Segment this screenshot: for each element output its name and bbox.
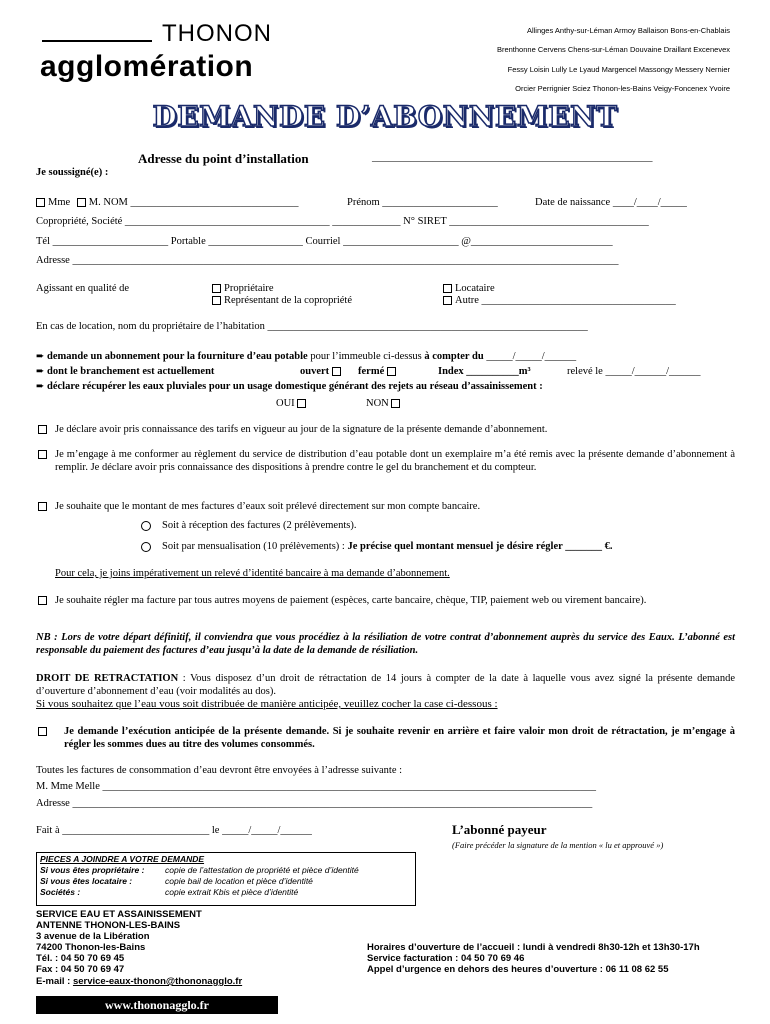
service-antenne: ANTENNE THONON-LES-BAINS xyxy=(36,920,181,931)
envoi-adresse-field[interactable]: Adresse ___________________________________________________________________________________________________ xyxy=(36,798,593,809)
facturation-text: Service facturation : 04 50 70 69 46 xyxy=(367,953,525,964)
signature-title: L’abonné payeur xyxy=(452,822,547,837)
option2-text: Soit par mensualisation (10 prélèvements) : xyxy=(162,541,348,552)
demande-date-field[interactable]: _____/_____/______ xyxy=(483,351,577,362)
urgence-text: Appel d’urgence en dehors des heures d’ouverture : 06 11 08 62 55 xyxy=(367,964,669,975)
tarifs-text: Je déclare avoir pris connaissance des tarifs en vigueur au jour de la signature de la présente demande d’abonnement. xyxy=(55,424,548,435)
oui-label: OUI xyxy=(276,398,295,409)
arrow-icon: ➨ xyxy=(36,381,45,392)
reglement-checkbox[interactable] xyxy=(38,450,47,459)
service-tel: Tél. : 04 50 70 69 45 xyxy=(36,953,125,964)
pieces-title: PIECES A JOINDRE A VOTRE DEMANDE xyxy=(40,854,205,864)
envoi-nom-field[interactable]: M. Mme Melle ______________________________________________________________________________________________ xyxy=(36,781,596,792)
envoi-intro: Toutes les factures de consommation d’eau devront être envoyées à l’adresse suivante : xyxy=(36,765,403,776)
pieces-key-3: Sociétés : xyxy=(40,887,81,897)
ferme-label: fermé xyxy=(358,366,385,377)
communes-line-3: Fessy Loisin Lully Le Lyaud Margencel Massongy Messery Nernier xyxy=(507,65,730,74)
ouvert-checkbox[interactable] xyxy=(332,367,341,376)
pieces-value-3: copie extrait Kbis et pièce d’identité xyxy=(165,887,299,897)
retractation-label: DROIT DE RETRACTATION xyxy=(36,673,179,684)
date-naissance-field[interactable]: Date de naissance ____/____/_____ xyxy=(535,197,687,208)
contact-fields[interactable]: Tél ______________________ Portable __________________ Courriel ______________________ @___________________________ xyxy=(36,236,613,247)
prelevement-text: Je souhaite que le montant de mes factures d’eaux soit prélevé directement sur mon compte bancaire. xyxy=(55,501,481,512)
index-field[interactable]: Index __________m³ xyxy=(438,366,531,377)
ouvert-label: ouvert xyxy=(300,366,330,377)
address-label: Adresse du point d’installation xyxy=(138,151,309,166)
arrow-icon: ➨ xyxy=(36,366,45,377)
anticipee-instruction: Si vous souhaitez que l’eau vous soit distribuée de manière anticipée, veuillez cocher la case ci-dessous : xyxy=(36,698,498,710)
pieces-key-1: Si vous êtes propriétaire : xyxy=(40,865,145,875)
proprietaire-nom-field[interactable]: En cas de location, nom du propriétaire de l’habitation _____________________________________________________________ xyxy=(36,321,588,332)
logo-thonon: THONON xyxy=(162,20,272,47)
non-label: NON xyxy=(366,398,389,409)
montant-field[interactable]: Je précise quel montant mensuel je désire régler _______ €. xyxy=(347,541,613,552)
qualite-label: Agissant en qualité de xyxy=(36,283,130,294)
option2-radio[interactable] xyxy=(141,542,151,552)
pluviales-label: déclare récupérer les eaux pluviales pour un usage domestique générant des rejets au réseau d’assainissement : xyxy=(47,381,543,392)
logo-agglomeration: agglomération xyxy=(40,50,254,83)
communes-line-2: Brenthonne Cervens Chens-sur-Léman Douvaine Draillant Excenevex xyxy=(496,45,730,54)
option1-radio[interactable] xyxy=(141,521,151,531)
autres-checkbox[interactable] xyxy=(38,596,47,605)
copropriete-field[interactable]: Copropriété, Société _______________________________________ _____________ N° SIRET ______________________________________ xyxy=(36,216,649,227)
service-address-1: 3 avenue de la Libération xyxy=(36,931,150,942)
autres-text: Je souhaite régler ma facture par tous autres moyens de paiement (espèces, carte bancaire, chèque, TIP, paiement web ou virement bancaire). xyxy=(55,595,647,606)
reglement-text: Je m’engage à me conformer au règlement du service de distribution d’eau potable dont un exemplaire m’a été remis avec la présente demande d’abonnement à remplir. Je déclare avoir pris connaissance des dispositions à prendre contre le gel du branchement et du compteur. xyxy=(55,449,735,473)
fait-field[interactable]: Fait à ____________________________ le _____/_____/______ xyxy=(36,825,312,836)
soussigne-label: Je soussigné(e) : xyxy=(36,167,109,178)
demande-bold: demande un abonnement pour la fourniture d’eau potable xyxy=(47,351,308,362)
proprietaire-checkbox[interactable] xyxy=(212,284,221,293)
communes-line-4: Orcier Perrignier Sciez Thonon-les-Bains Veigy-Foncenex Yvoire xyxy=(515,84,730,93)
non-checkbox[interactable] xyxy=(391,399,400,408)
logo-rule xyxy=(42,40,152,42)
mme-label: Mme xyxy=(48,197,71,208)
rib-notice: Pour cela, je joins impérativement un relevé d’identité bancaire à ma demande d’abonnement. xyxy=(55,568,450,579)
pieces-value-1: copie de l’attestation de propriété et pièce d’identité xyxy=(165,865,359,875)
signature-note: (Faire précéder la signature de la mention « lu et approuvé ») xyxy=(452,840,664,850)
horaires-text: Horaires d’ouverture de l’accueil : lundi à vendredi 8h30-12h et 13h30-17h xyxy=(367,942,700,953)
releve-field[interactable]: relevé le _____/______/______ xyxy=(567,366,701,377)
email-link[interactable]: service-eaux-thonon@thononagglo.fr xyxy=(72,976,243,987)
nom-field[interactable]: M. NOM ________________________________ xyxy=(88,197,299,208)
m-checkbox[interactable] xyxy=(77,198,86,207)
service-fax: Fax : 04 50 70 69 47 xyxy=(36,964,125,975)
service-name: SERVICE EAU ET ASSAINISSEMENT xyxy=(36,909,202,920)
locataire-label: Locataire xyxy=(455,283,495,294)
anticipee-checkbox[interactable] xyxy=(38,727,47,736)
service-address-2: 74200 Thonon-les-Bains xyxy=(36,942,146,953)
arrow-icon: ➨ xyxy=(36,351,45,362)
retractation-text: : Vous disposez d’un droit de rétractation de 14 jours à compter de la date à laquelle vous avez signé la présente demande d’ouverture d’abonnement d’eau (voir modalités au dos). xyxy=(36,673,735,697)
locataire-checkbox[interactable] xyxy=(443,284,452,293)
demande-rest: pour l’immeuble ci-dessus xyxy=(307,351,425,362)
email-label: E-mail : xyxy=(36,976,73,987)
autre-field[interactable]: Autre _____________________________________ xyxy=(455,295,676,306)
mme-checkbox[interactable] xyxy=(36,198,45,207)
demande-compter: à compter du xyxy=(424,351,484,362)
page-title: DEMANDE D’ABONNEMENT xyxy=(152,100,618,133)
branchement-label: dont le branchement est actuellement xyxy=(47,366,215,377)
nb-notice: NB : Lors de votre départ définitif, il conviendra que vous procédiez à la résiliation de votre contrat d’abonnement auprès du service des Eaux. L’abonné est responsable du paiement des factures d’eau jusqu’à la date de la demande de résiliation. xyxy=(36,632,735,656)
pieces-value-2: copie bail de location et pièce d’identité xyxy=(165,876,313,886)
adresse-field[interactable]: Adresse ________________________________________________________________________________________________________ xyxy=(36,255,619,266)
pieces-key-2: Si vous êtes locataire : xyxy=(40,876,133,886)
website-link[interactable]: www.thononagglo.fr xyxy=(36,996,278,1014)
prelevement-checkbox[interactable] xyxy=(38,502,47,511)
address-field[interactable]: ___________________________________________________ xyxy=(372,151,653,163)
prenom-field[interactable]: Prénom ______________________ xyxy=(347,197,498,208)
option1-text: Soit à réception des factures (2 prélèvements). xyxy=(162,520,357,531)
pieces-box xyxy=(36,852,416,906)
representant-checkbox[interactable] xyxy=(212,296,221,305)
ferme-checkbox[interactable] xyxy=(387,367,396,376)
tarifs-checkbox[interactable] xyxy=(38,425,47,434)
oui-checkbox[interactable] xyxy=(297,399,306,408)
representant-label: Représentant de la copropriété xyxy=(224,295,352,306)
anticipee-text: Je demande l’exécution anticipée de la présente demande. Si je souhaite revenir en arrière et faire valoir mon droit de rétractation, je m’engage à régler les sommes dues au titre des volumes consommés. xyxy=(64,726,735,750)
communes-line-1: Allinges Anthy-sur-Léman Armoy Ballaison Bons-en-Chablais xyxy=(526,26,730,35)
autre-checkbox[interactable] xyxy=(443,296,452,305)
proprietaire-label: Propriétaire xyxy=(224,283,274,294)
